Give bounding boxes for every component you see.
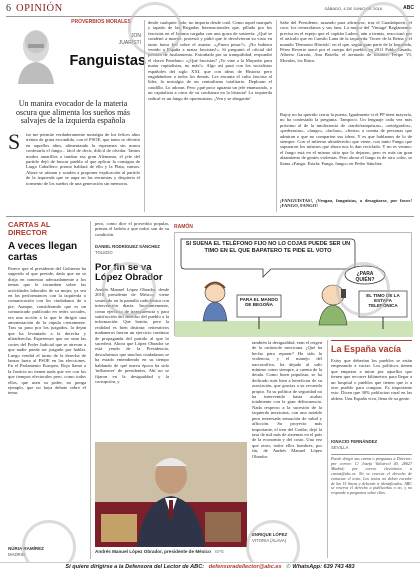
footer-line: [8, 564, 412, 571]
letter-3-signature: ENRIQUE LÓPEZ: [252, 532, 288, 537]
letter-1-body: Parece que el presidente del Gobierno ha sugerido al que preside, dado que no se dirija en contestar adecuadamente a los temas que le incumben sobre las actividades laborales de su mujer, ya sea en las performances con la izquierda o comunicación con los ciudadanos de a pie. Aunque, considerando que es un comunicado publicado en redes sociales, era una acción a la que le dirigió una amonestación de la cúpula ciertamente. Tras su paso por los juzgados, la dejan que ha levantado a la derecha y ultraderecha. Esperemos que no sean las cortes del Poder Judicial que se atrevan a que nadie pueda ser juzgado por hablar. Luego vendrá el turno de la derecha de lanzar fuera al PSOE en las elecciones. En el Parlamento Europeo, Rojo llamó a la Justicia no tienen nada que ver con los que tiempos electorales pero, como todos ellos, que usen su poder, no ponga ejemplo, que no haya debate sobre el tema.: [8, 266, 86, 396]
section-title: OPINIÓN: [16, 3, 63, 14]
cartoon-author: RAMÓN: [174, 224, 193, 230]
cartoon-balloon-1: SI SUENA EL TELÉFONO FIJO NO LO COJAS PUEDE SER UN TIMO EN EL QUE BAPATERO TE PIDE EL VOTO: [185, 241, 351, 254]
author-last-name: JUARISTI: [118, 40, 141, 46]
cartoon-sign-1: PARA EL MANDO DE BEGOÑA: [239, 297, 279, 308]
column-body-col1: ise me permite verdaderamente nostalgia de los felices años treinta de gruta escondida, con el PSOE, que tanto se divirtió en aquellos años, alimentando la esperanza sin nunca confesarla el fango... fácil de decir, difícil de olvidar. Tantos modos amarillos a tumbar esa gran Alemania, el jefe del partido dejó de buscar pueblo al que aplicar la consigna de Largo Caballero: pronto hablará de ello y la Plata, vamos. Ahora se ufanan y acuden a proponer explicación al partido de la izquierda que se aupa en las encuestas y despierta el tormento de los sueños de una generación sin memoria.: [26, 132, 140, 186]
watermark-stamp: [336, 262, 390, 316]
letter-2-signature: DANIEL RODRÍGUEZ SÁNCHEZ: [95, 244, 160, 249]
photo-caption-text: Andrés Manuel López Obrador, presidente de México: [95, 549, 211, 554]
column-body-col3: Sabe del Presidente, azuzado para afirmarse, tras el Guadalquivir, el coro: los venezolanos y sus fans. La mayor del 'Vintage' Reglamento: precisa en el espejo que el capitán Ladero, aún a tientas, reaccionó por el artículo que en Camilo Lana de la izquierda. Torrer de la Reina y el manido 'Demonio Hórrido': en el que, según gran parte de la Izquierda, Pérez Reverte atacó por el cuerpo del pueblo, en 2011 Pablo Casado, Alberto Garzón, Ana Botella, el atentado de octubre, Felipe VI, Morales, los Ratos.: [280, 20, 412, 63]
edition-date: SÁBADO, 4 DE JUNIO DE 2016: [324, 6, 382, 11]
cartas-divider-2: [327, 340, 328, 558]
letter-3-title: Por fin se va López Obrador: [95, 262, 163, 283]
watermark-stamp: [356, 2, 410, 56]
column-closing: ¡FANGUISTAS!, ¡Vengan, fanguistas, a desagüarse, por favor! ¡FANGO, FANGO!: [280, 198, 412, 209]
cartas-divider-1: [90, 221, 91, 559]
column-title: Fanguistas: [69, 53, 146, 69]
cartoon-balloon-2: ¿PARA QUIÉN?: [355, 271, 375, 283]
column-body-col3b: Rajoy no ha querido cerrar la puerta. Igualmente si el PP tiene mayoría, no ha contestado la pregunta. Tampoco. Un lenguaje cada vez más próximo al de la intolerancia de «tardofranquistas», «retrógrados», «pederastas», «fango», «fachas», «fiesta» a cuenta de personas que admiran o que no comparten sus ideas. Y es que hablamos de lo de siempre. Con el infierno ultraderecho que viene, con tanto Fango que supuraron los mismos que ahora nos lo dan reciclado. Y no es verano: el fango está en el mismo sitio que lo dejaron, pero es más un gran alzamiento de gentes violentas. Pero ahora el fango es de otro color, se llama «Fango: Estafa: Fango, fango» en Pedro Sánchez.: [280, 112, 412, 166]
letter-3-body: Andrés Manuel López Obrador, desde 2018 presidente de México, viene sostenido en la pantalla radiofónica con intervención diaria. Incesantemente, como ejercicio de transparencia y para satisfacción del derecho del pueblo a la información. Que bonito, pero la realidad es bien distinta: reiterativos mañaneros fueron un ejercicio continuo de propaganda del partido al que lo sucederá. Ahora que López Obrador se está yendo de la Presidencia, descubrimos que muchos ciudadanos se ha estado entendiendo en su tiempo hablando de qué nueva época ha sido 'influencer' de presidentes. Ahí no se fijaron en la desigualdad y la corrupción, y: [95, 287, 169, 384]
header-divider: [6, 16, 414, 17]
letter-2-intro: pero, como dice el proverbio popular, primas el ladrón a que todos son de su condición.: [95, 221, 169, 237]
column-standfirst: Un manira evocador de la materia oscura que alimenta los sueños más salvajes de la izquierda española: [16, 99, 130, 126]
letter-4-signature: IGNACIO FERNÁNDEZ: [331, 439, 378, 444]
whatsapp-icon: ✆: [286, 564, 291, 570]
letter-3-body-cont: también la desigualdad, eran el origen de la catástrofe mexicana. ¿Qué ha hecho para reparar? Ha sido la violencia, y el manejo del narcotráfico, ha dejado al salir mínimo como siempre, a cuenta de la deuda. Como buen populista, se ha dedicado más bien a beneficiar de su asociación, que gracias a su recuerdo propio. Ya su política de seguridad no ha intervenido hasta acabar totalmente con la gran delincuencia. Nada respecto a la sucesión de la izquierda mexicana, con una notable pero interesada sensación de salud y aflicción. Su proyecto más importante, el tren del Caribe, dejó la tasa de mil más de sistemas en el país de la economía y del costo. Una vez que otros, todos ellos hombres, por fin, de Andrés Manuel López Obrador.: [252, 340, 322, 459]
letter-1-signature: NÚRIA RAMÍREZ: [8, 546, 44, 551]
letter-1-city: MADRID: [8, 552, 25, 557]
note-divider: [331, 454, 412, 455]
page-number: 6: [6, 3, 11, 14]
letter-4-city: SEVILLA: [331, 445, 349, 450]
column-divider-2: [276, 20, 277, 212]
column-body-col2: desde cualquier lado, no importa desde cuál. Como aquel marqués y tapatío de las Brigadas Internacionales que, pillado por los fascistas en el Jarama cargaba con una gorra de sastrería: ¿Qué se condenó a muerte, protestó y pidió que le devolvieran su visto en tanto fuera fiel sobre el asunto: «¿Fuera pesar?». ¡No hubiera venido a España a matar fascistas!». Si preguntó el oficial del pelotón de fusilamiento. Extrañado por su tranquilidad, respondió el chavo Penelano: «¿Qué fascistas? ¡Yo vine a la Mayadro para matar capitalistas, no más!». Algo así pasó con los socialistas españoles del siglo XXI, que con ideas de Historia pero engañándose a todos los demás. Les encanta el culto fascista al líder, la nostalgia de un centralismo totalitario. Deploran el caudillo. Lo adoran. Pero ¡qué poco aguanta un jefe enamorado, o un capitalista a otros de su confianza en la historia! La izquierda radical es un fango de oportunistas. ¡Ven y se ahogarán!: [148, 20, 272, 101]
cartoon-sign-2: EL TIMO DE LA ESTAFA TELEFÓNICA: [366, 293, 400, 309]
letter-4-top-rule: [331, 340, 412, 341]
footer-email[interactable]: defensoradellector@abc.es: [208, 564, 282, 570]
footer-text: Si quiere dirigirse a la Defensora del Lector de ABC:: [65, 564, 205, 570]
footer-whatsapp: WhatsApp: 639 743 483: [292, 564, 355, 570]
section-divider: [6, 216, 414, 217]
author-portrait: [10, 24, 60, 84]
letter-3-city: VITORIA (ÁLAVA): [252, 538, 287, 543]
author-first-name: JON: [131, 33, 141, 39]
dropcap: S: [8, 129, 21, 154]
newspaper-brand: ABC: [403, 5, 414, 11]
letter-1-title: A veces llegan cartas: [8, 241, 78, 263]
letter-4-title: La España vacía: [331, 344, 402, 354]
column-kicker: PROVERBIOS MORALES: [71, 19, 131, 25]
letter-2-city: TOLEDO: [95, 250, 113, 255]
watermark-stamp: [128, 2, 182, 56]
cartas-note: Puede dirigir sus cartas o preguntas a Director: por correo: C/ Josefa Valcárcel 40, 28027 Madrid; por correo electrónico a cartas@abc.es. No se reserva el derecho de extractar el texto. Los textos no deben exceder de las 15 líneas y deberán ir identificados. ABC se reserva el derecho a publicarlas o no, y no responde a preguntas sobre ellas.: [331, 457, 412, 496]
watermark-stamp: [102, 262, 156, 316]
cartas-section-label: CARTAS AL DIRECTOR: [8, 220, 51, 237]
photo-credit: EFE: [215, 549, 225, 554]
lopez-obrador-photo: [95, 442, 247, 547]
letter-4-body: Estoy que deberían los pueblos se están empezando a vaciar. Los políticos tienen que empezar a mirar por aquellos que tienen que recorrer kilómetros para llegar a un hospital o pueblos que tienen que ir a otro pueblo para comprar. Es importante esto. Dicen que 30% poblacion rural en las aldeas. Una España viva, llena de su gente.: [331, 358, 412, 401]
